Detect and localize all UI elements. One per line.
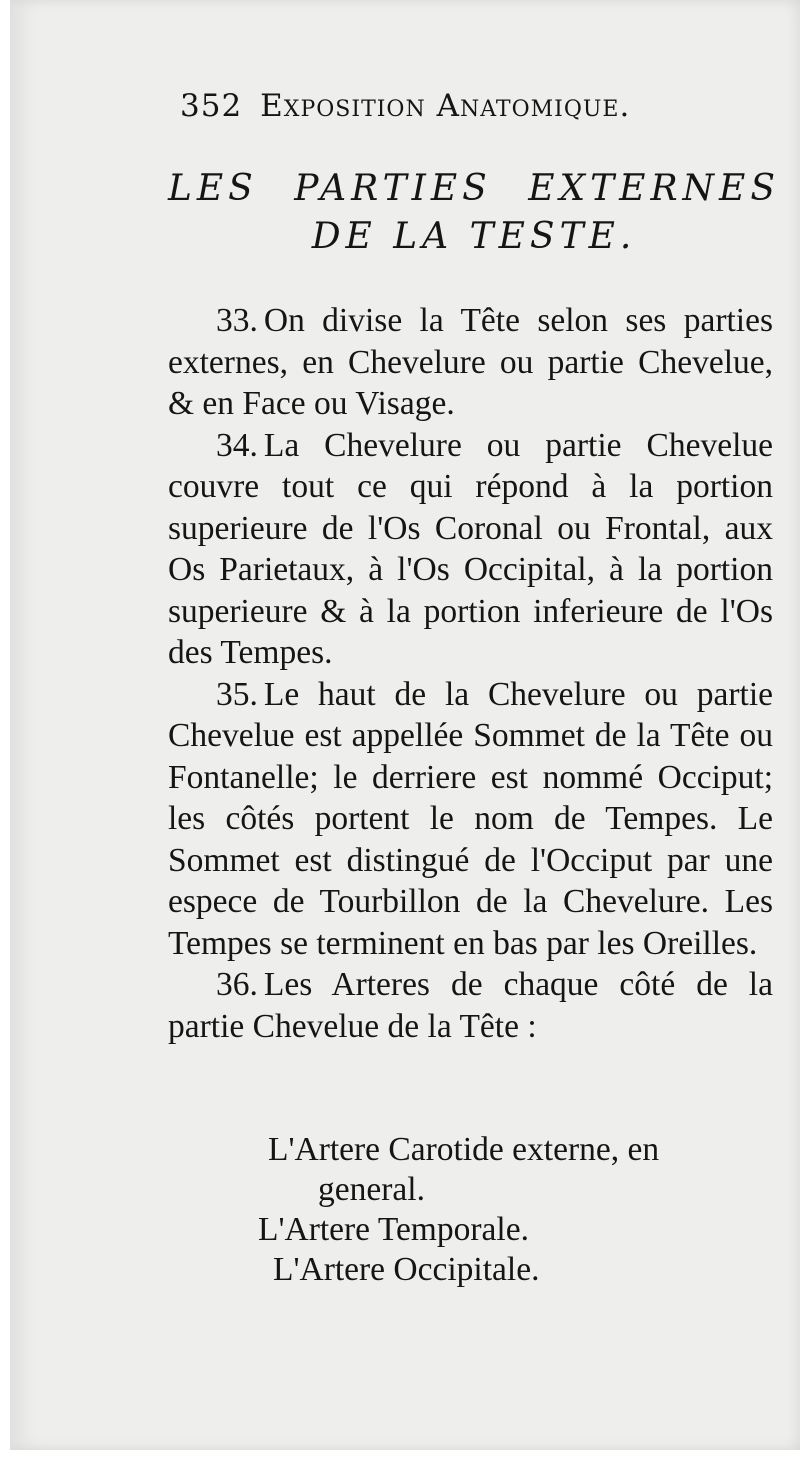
artery-item-text: L'Artere Occipitale.	[273, 1251, 540, 1288]
paragraph-36	[168, 964, 773, 1047]
section-title	[168, 165, 780, 261]
artery-item-continuation: general.	[318, 1171, 425, 1208]
paragraph-text: La Chevelure ou partie Chevelue couvre tout ce qui répond à la portion superieure de l'Os Coronal ou Frontal, aux Os Parietaux, à l'Os Occipital, à la portion superieure & à la portion inferieure de l'Os des Tempes.	[168, 426, 773, 671]
artery-list-item	[258, 1250, 788, 1290]
paragraph-number: 34.	[216, 426, 258, 464]
paragraph-33	[168, 300, 773, 425]
paragraph-number: 33.	[216, 302, 258, 339]
paragraph-text: On divise la Tête selon ses parties externes, en Chevelure ou partie Chevelue, & en Face ou Visage.	[168, 302, 773, 422]
paragraph-text: Le haut de la Chevelure ou partie Chevelue est appellée Sommet de la Tête ou Fontanelle; le derriere est nommé Occiput; les côtés portent le nom de Tempes. Le Sommet est distingué de l'Occiput par une espece de Tourbillon de la Chevelure. Les Tempes se terminent en bas par les Oreilles.	[168, 675, 773, 962]
paragraph-34	[168, 425, 773, 674]
paragraph-text: Les Arteres de chaque côté de la partie Chevelue de la Tête :	[168, 966, 773, 1045]
artery-list	[258, 1130, 788, 1290]
page-number: 352	[180, 88, 243, 124]
running-head	[180, 88, 780, 124]
paragraph-number: 36.	[216, 966, 258, 1003]
artery-list-item	[258, 1210, 788, 1250]
running-head-title: Exposition Anatomique.	[260, 88, 631, 124]
body-text	[168, 300, 773, 1047]
section-title-line2: DE LA TESTE.	[311, 216, 637, 257]
artery-item-text: L'Artere Temporale.	[258, 1211, 529, 1248]
paragraph-number: 35.	[216, 675, 258, 713]
paragraph-35	[168, 674, 773, 965]
show-through-decoration	[430, 130, 438, 167]
section-title-line1: LES PARTIES EXTERNES	[168, 168, 780, 209]
artery-item-text: L'Artere Carotide externe, en	[268, 1131, 660, 1168]
artery-list-item	[258, 1130, 788, 1210]
